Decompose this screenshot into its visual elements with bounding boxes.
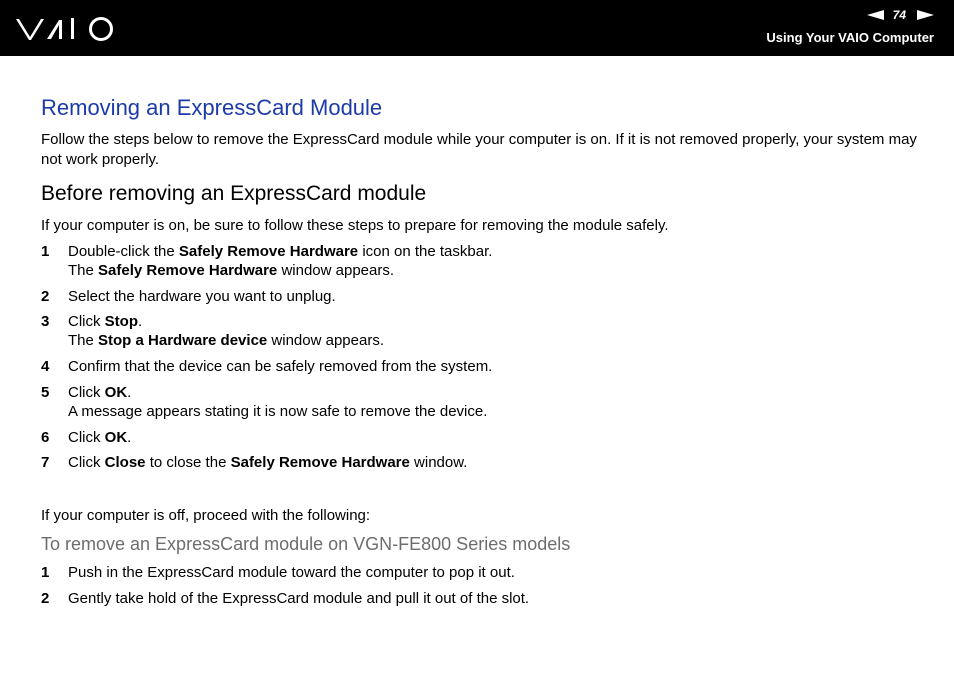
- step-number: 3: [41, 313, 50, 330]
- step-number: 1: [41, 243, 50, 260]
- page-title: Removing an ExpressCard Module: [41, 95, 383, 120]
- step-number: 1: [41, 564, 50, 581]
- previous-page-icon[interactable]: [867, 10, 884, 20]
- step-number: 5: [41, 384, 50, 401]
- step-number: 7: [41, 454, 50, 471]
- page-navigation: [867, 7, 934, 23]
- section-title: Using Your VAIO Computer: [766, 30, 934, 45]
- step-text: Click Stop.: [68, 313, 143, 330]
- step-text: Click OK.: [68, 384, 132, 401]
- step-number: 4: [41, 358, 50, 375]
- step-text: Double-click the Safely Remove Hardware icon on the taskbar.: [68, 243, 493, 260]
- step-result: The Stop a Hardware device window appears.: [68, 332, 384, 349]
- page-number: 74: [892, 8, 906, 22]
- before-heading: Before removing an ExpressCard module: [41, 182, 427, 205]
- off-lead: If your computer is off, proceed with the following:: [41, 507, 371, 524]
- step-number: 2: [41, 590, 50, 607]
- step-text: Gently take hold of the ExpressCard module and pull it out of the slot.: [68, 590, 530, 607]
- step-text: Confirm that the device can be safely removed from the system.: [68, 358, 493, 375]
- next-page-icon[interactable]: [917, 10, 934, 20]
- step-result: The Safely Remove Hardware window appears.: [68, 262, 395, 279]
- before-lead: If your computer is on, be sure to follow these steps to prepare for removing the module safely.: [41, 217, 669, 234]
- step-result: A message appears stating it is now safe to remove the device.: [68, 403, 488, 420]
- step-text: Push in the ExpressCard module toward the computer to pop it out.: [68, 564, 515, 581]
- intro-paragraph: Follow the steps below to remove the ExpressCard module while your computer is on. If it is not removed properly, your system may not work properly.: [41, 131, 917, 168]
- off-heading: To remove an ExpressCard module on VGN-FE800 Series models: [41, 534, 571, 554]
- vaio-logo: [14, 14, 120, 47]
- page-header: [0, 0, 954, 56]
- step-text: Select the hardware you want to unplug.: [68, 288, 336, 305]
- step-number: 2: [41, 288, 50, 305]
- step-text: Click OK.: [68, 429, 132, 446]
- step-text: Click Close to close the Safely Remove Hardware window.: [68, 454, 468, 471]
- step-number: 6: [41, 429, 50, 446]
